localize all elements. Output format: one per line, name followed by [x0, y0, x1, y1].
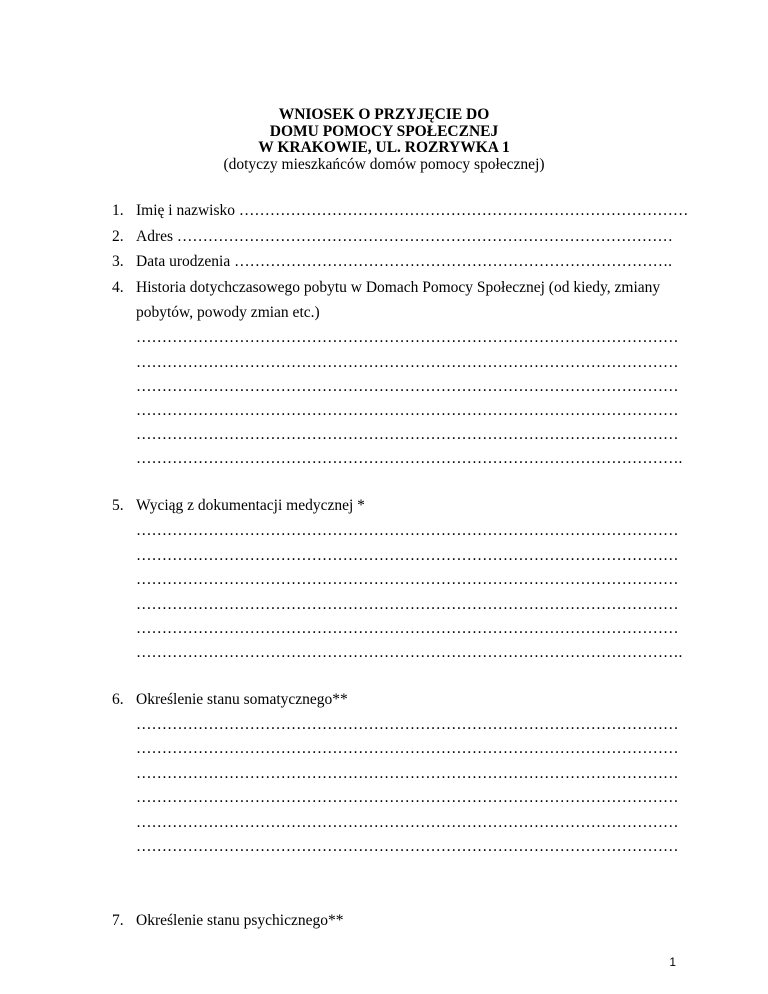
item-label-continued: pobytów, powody zmian etc.) — [136, 304, 320, 321]
dotted-line: …………………………………………………………………………………………… — [136, 740, 679, 757]
item-number: 3. — [112, 253, 124, 270]
title-line-1: WNIOSEK O PRZYJĘCIE DO — [278, 106, 490, 123]
dotted-line: …………………………………………………………………………………………… — [136, 620, 679, 637]
dotted-line: …………………………………………………………………………………………… — [136, 765, 679, 782]
dotted-line: …………………………………………………………………………………………… — [136, 402, 679, 419]
item-number: 5. — [112, 497, 124, 514]
item-label: Określenie stanu psychicznego** — [136, 912, 344, 929]
item-number: 4. — [112, 279, 124, 296]
item-label: Historia dotychczasowego pobytu w Domach Pomocy Społecznej (od kiedy, zmiany — [136, 279, 661, 296]
dotted-line: …………………………………………………………………………………………… — [136, 378, 679, 395]
title-line-3: W KRAKOWIE, UL. ROZRYWKA 1 — [258, 139, 510, 156]
dotted-line: …………………………………………………………………………………………… — [136, 838, 679, 855]
dotted-line: …………………………………………………………………………………………… — [136, 789, 679, 806]
form-item-1 — [112, 202, 688, 220]
dotted-line: …………………………………………………………………………………………… — [136, 329, 679, 346]
item-number: 7. — [112, 912, 124, 929]
title-line-2: DOMU POMOCY SPOŁECZNEJ — [269, 122, 499, 140]
form-item-6 — [112, 691, 348, 709]
subtitle: (dotyczy mieszkańców domów pomocy społecznej) — [223, 155, 545, 173]
item-label: Imię i nazwisko …………………………………………………………………………… — [136, 202, 689, 219]
dotted-line: …………………………………………………………………………………………… — [136, 426, 679, 443]
form-item-4 — [112, 279, 660, 297]
item-number: 2. — [112, 228, 124, 245]
item-label: Data urodzenia …………………………………………………………………………. — [136, 253, 672, 270]
dotted-line: ……………………………………………………………………………………………. — [136, 644, 683, 661]
form-item-4-continuation — [136, 304, 320, 322]
dotted-line: …………………………………………………………………………………………… — [136, 354, 679, 371]
dotted-line: …………………………………………………………………………………………… — [136, 522, 679, 539]
form-item-3 — [112, 253, 672, 271]
item-number: 6. — [112, 691, 124, 708]
form-item-2 — [112, 228, 673, 246]
dotted-line: …………………………………………………………………………………………… — [136, 814, 679, 831]
dotted-line: …………………………………………………………………………………………… — [136, 596, 679, 613]
item-number: 1. — [112, 202, 124, 219]
page-number: 1 — [669, 955, 676, 969]
item-label: Wyciąg z dokumentacji medycznej * — [136, 497, 365, 514]
dotted-line: ……………………………………………………………………………………………. — [136, 450, 683, 467]
dotted-line: …………………………………………………………………………………………… — [136, 547, 679, 564]
item-label: Określenie stanu somatycznego** — [136, 691, 348, 708]
dotted-line: …………………………………………………………………………………………… — [136, 716, 679, 733]
form-item-5 — [112, 497, 365, 515]
document-header — [0, 107, 768, 173]
dotted-line: …………………………………………………………………………………………… — [136, 571, 679, 588]
item-label: Adres …………………………………………………………………………………… — [136, 228, 673, 245]
form-item-7 — [112, 912, 343, 930]
